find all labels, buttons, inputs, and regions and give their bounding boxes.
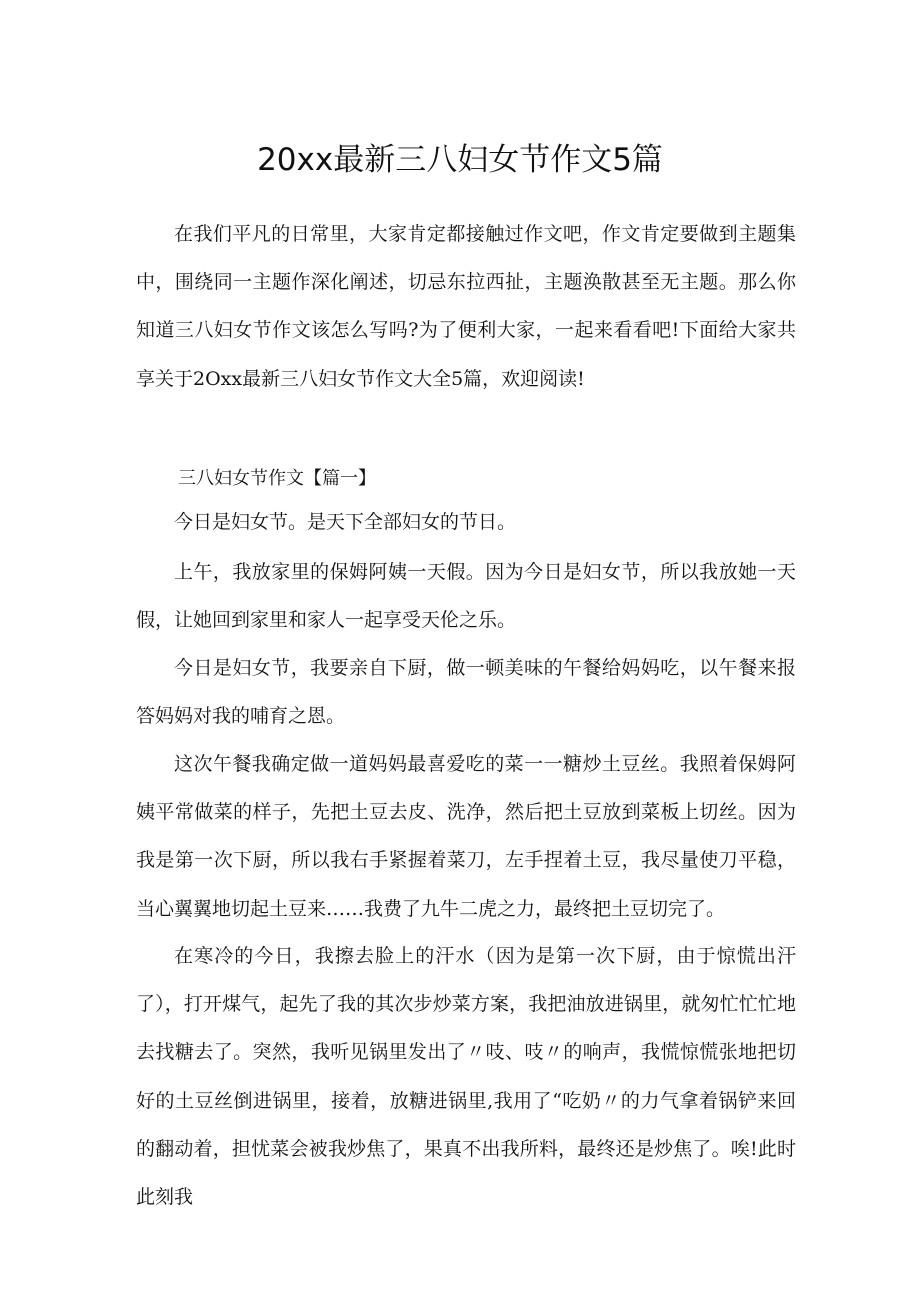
body-paragraph-4: 这次午餐我确定做一道妈妈最喜爱吃的菜一一糖炒土豆丝。我照着保姆阿姨平常做菜的样子，先把土豆去皮、洗净，然后把土豆放到菜板上切丝。因为我是第一次下厨，所以我右手紧握着菜刀，左手捏着土豆，我尽量使刀平稳，当心翼翼地切起土豆来……我费了九牛二虎之力，最终把土豆切完了。 <box>136 753 796 920</box>
body-paragraph-5: 在寒冷的今日，我擦去脸上的汗水（因为是第一次下厨，由于惊慌出汗了），打开煤气，起先了我的其次步炒菜方案，我把油放进锅里，就匆忙忙忙地去找糖去了。突然，我听见锅里发出了〃吱、吱〃的响声，我慌惊慌张地把切好的土豆丝倒进锅里，接着，放糖进锅里,我用了“吃奶〃的力气拿着锅铲来回的翻动着，担忧菜会被我炒焦了，果真不出我所料，最终还是炒焦了。唉!此时此刻我 <box>136 945 796 1209</box>
body-paragraph-3: 今日是妇女节，我要亲自下厨，做一顿美味的午餐给妈妈吃，以午餐来报答妈妈对我的哺育之恩。 <box>136 657 796 728</box>
body-paragraph-2: 上午，我放家里的保姆阿姨一天假。因为今日是妇女节，所以我放她一天假，让她回到家里和家人一起享受天伦之乐。 <box>136 561 796 632</box>
section-heading: 三八妇女节作文【篇一】 <box>178 468 376 489</box>
body-paragraph-1: 今日是妇女节。是天下全部妇女的节日。 <box>174 511 517 533</box>
document-title: 20xx最新三八妇女节作文5篇 <box>257 142 663 178</box>
intro-paragraph: 在我们平凡的日常里，大家肯定都接触过作文吧，作文肯定要做到主题集中，围绕同一主题作深化阐述，切忌东拉西扯，主题涣散甚至无主题。那么你知道三八妇女节作文该怎么写吗?为了便利大家，一起来看看吧!下面给大家共享关于2Oxx最新三八妇女节作文大全5篇，欢迎阅读! <box>136 223 796 390</box>
